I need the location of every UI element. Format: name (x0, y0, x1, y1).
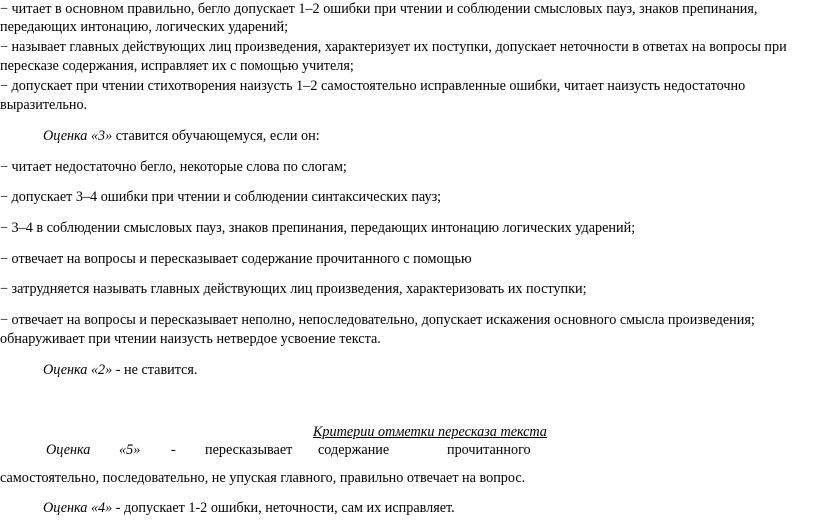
grade3-label: Оценка «3» (43, 128, 113, 144)
text-line-3: − называет главных действующих лиц произведения, характеризует их поступки, допускает неточности в ответах на вопросы при (0, 39, 787, 55)
grade3-item-6: − отвечает на вопросы и пересказывает неполно, непоследовательно, допускает искажения основного смысла произведения; (0, 312, 755, 328)
grade3-item-6-continued: обнаруживает при чтении наизусть нетвердое усвоение текста. (0, 331, 381, 347)
grade5-word-6: прочитанного (447, 442, 531, 458)
grade2-text: - не ставится. (112, 362, 198, 378)
grade3-item-5: − затрудняется называть главных действующих лиц произведения, характеризовать их поступки; (0, 281, 587, 297)
grade5-word-3: - (171, 442, 176, 458)
grade2-label: Оценка «2» (43, 362, 113, 378)
grade2-paragraph (43, 361, 198, 379)
grade3-text: ставится обучающемуся, если он: (112, 128, 320, 144)
grade4-text: - допускает 1-2 ошибки, неточности, сам их исправляет. (112, 500, 455, 516)
grade3-item-2: − допускает 3–4 ошибки при чтении и соблюдении синтаксических пауз; (0, 189, 442, 205)
grade5-word-5: содержание (318, 442, 390, 458)
text-line-5: − допускает при чтении стихотворения наизусть 1–2 самостоятельно исправленные ошибки, читает наизусть недостаточно (0, 78, 746, 94)
grade5-word-4: пересказывает (205, 442, 293, 458)
grade5-word-2: «5» (119, 442, 141, 458)
text-line-6: выразительно. (0, 97, 88, 113)
grade3-item-1: − читает недостаточно бегло, некоторые слова по слогам; (0, 159, 347, 175)
text-line-2: передающих интонацию, логических ударений; (0, 19, 289, 35)
grade3-item-3: − 3–4 в соблюдении смысловых пауз, знаков препинания, передающих интонацию логических ударений; (0, 220, 636, 236)
grade5-continued: самостоятельно, последовательно, не упуская главного, правильно отвечает на вопрос. (0, 470, 526, 486)
text-line-1: − читает в основном правильно, бегло допускает 1–2 ошибки при чтении и соблюдении смысловых пауз, знаков препинания, (0, 1, 758, 17)
text-line-4: пересказе содержания, исправляет их с помощью учителя; (0, 58, 354, 74)
grade5-word-1: Оценка (46, 442, 91, 458)
retelling-heading: Критерии отметки пересказа текста (313, 424, 547, 440)
grade3-item-4: − отвечает на вопросы и пересказывает содержание прочитанного с помощью (0, 251, 472, 267)
grade3-paragraph (43, 127, 320, 145)
grade4-label: Оценка «4» (43, 500, 113, 516)
grade4-paragraph (43, 499, 455, 517)
